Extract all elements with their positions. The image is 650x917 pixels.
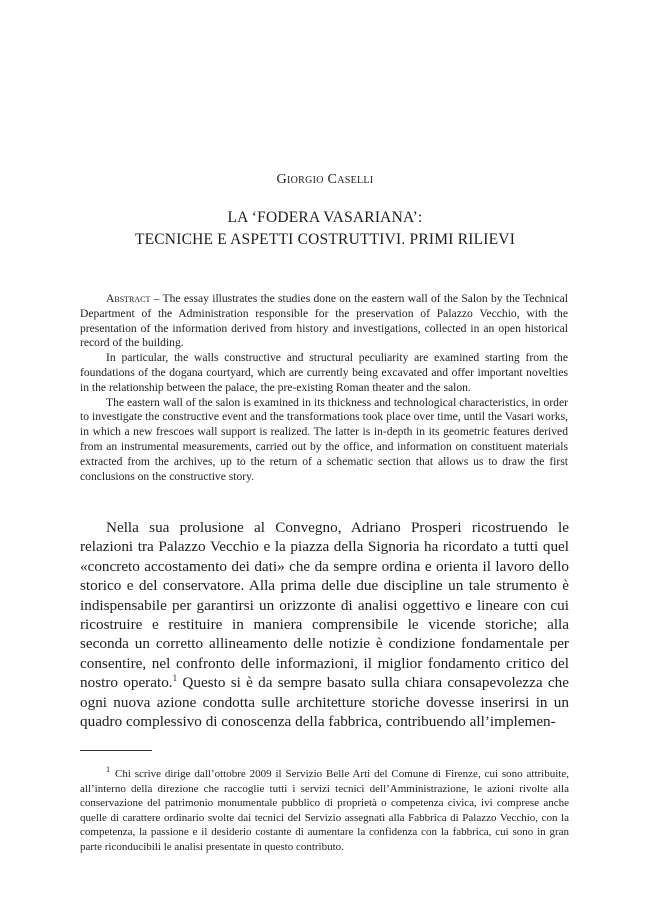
body-text-before-note: Nella sua prolusione al Convegno, Adriano Prosperi ricostruendo le relazioni tra Palazzo Vecchio e la piazza della Signoria ha ricordato a tutti quel «concreto accostamento dei dati» che da sempre ordina e orienta il lavoro dello storico e del conservatore. Alla prima delle due discipline un tale strumento è indispensabile per garantirsi un orizzonte di analisi oggettivo e lineare con cui ricostruire e restituire in maniera comprensibile le vicende storiche; alla seconda un corretto allineamento delle notizie è condizione fondamentale per consentire, nel confronto delle informazioni, il miglior fondamento critico del nostro operato. [80,519,569,692]
abstract-paragraph-2: In particular, the walls constructive and structural peculiarity are examined starting from the foundations of the dogana courtyard, which are currently being excavated and offer important novelties in the relationship between the palace, the pre-existing Roman theater and the salon. [80,351,568,394]
abstract-label: Abstract [106,292,151,305]
title-line-1: LA ‘FODERA VASARIANA’: [227,209,423,226]
footnote-number: 1 [106,765,110,775]
footnote [80,767,569,855]
body-text [80,518,569,731]
abstract [80,292,568,484]
footnote-paragraph [80,767,569,855]
title-line-2: TECNICHE E ASPETTI COSTRUTTIVI. PRIMI RILIEVI [134,231,516,248]
body-paragraph [80,518,569,731]
author-name: Giorgio Caselli [276,172,374,187]
body-text-after-note: Questo si è da sempre basato sulla chiara consapevolezza che ogni nuova azione condotta sulle architetture storiche dovesse inserirsi in un quadro complessivo di conoscenza della fabbrica, contribuendo all’implemen- [80,674,569,731]
article-title [0,207,650,251]
abstract-text-1: – The essay illustrates the studies done on the eastern wall of the Salon by the Technical Department of the Administration responsible for the preservation of Palazzo Vecchio, with the presentation of the information derived from history and investigations, collected in an open historical record of the building. [80,292,568,350]
footnote-reference[interactable]: 1 [172,673,178,684]
abstract-paragraph-1 [80,292,568,351]
footnote-separator [80,750,152,751]
abstract-paragraph-3: The eastern wall of the salon is examined in its thickness and technological characteristics, in order to investigate the constructive event and the transformations took place over time, until the Vasari works, in which a new frescoes wall support is realized. The latter is in-depth in its geometric features derived from an instrumental measurements, carried out by the office, and information on constituent materials extracted from the archives, up to the return of a schematic section that allows us to draw the first conclusions on the constructive story. [80,395,568,483]
footnote-text: Chi scrive dirige dall’ottobre 2009 il Servizio Belle Arti del Comune di Firenze, cui sono attribuite, all’interno della direzione che raccoglie tutti i servizi tecnici dell’Amministrazione, le azioni rivolte alla conservazione del patrimonio monumentale pubblico di proprietà o competenza civica, ivi comprese anche quelle di carattere ordinario svolte dai tecnici del Servizio assegnati alla Fabbrica di Palazzo Vecchio, con la competenza, la passione e il desiderio costante di aumentare la confidenza con la fabbrica, cui sono in gran parte riconducibili le analisi presentate in questo contributo. [80,768,569,853]
